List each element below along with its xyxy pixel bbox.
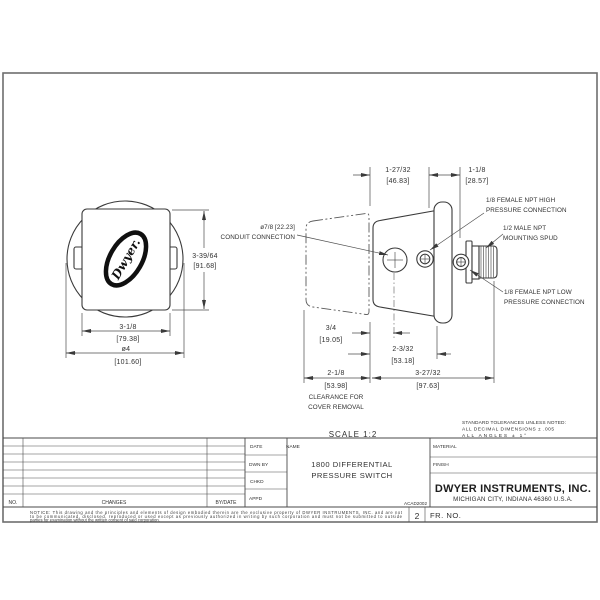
- dim-height-inches: 3-39/64: [192, 253, 218, 260]
- spud-threads: [479, 246, 497, 278]
- dim-overall-mm: [97.63]: [416, 383, 440, 390]
- material-label: MATERIAL: [433, 445, 457, 450]
- label-high-line2: PRESSURE CONNECTION: [486, 207, 567, 214]
- fr-no-label: FR. NO.: [430, 511, 462, 520]
- clearance-note-line2: COVER REMOVAL: [308, 404, 364, 411]
- company-address: MICHIGAN CITY, INDIANA 46360 U.S.A.: [453, 496, 573, 503]
- date-label: DATE: [250, 445, 263, 450]
- dim-top1-mm: [46.83]: [386, 178, 410, 185]
- dim-top1-inches: 1-27/32: [385, 167, 411, 174]
- dim-diameter-mm: [101.60]: [114, 359, 142, 366]
- side-view: [306, 202, 497, 340]
- tolerance-line1: STANDARD TOLERANCES UNLESS NOTED:: [462, 421, 566, 426]
- label-spud-line1: 1/2 MALE NPT: [503, 225, 547, 232]
- company-name: DWYER INSTRUMENTS, INC.: [434, 483, 592, 495]
- dim-overall-inches: 3-27/32: [415, 370, 441, 377]
- finish-label: FINISH: [433, 463, 449, 468]
- label-low-line2: PRESSURE CONNECTION: [504, 299, 585, 306]
- notice-line1: NOTICE: This drawing and the principles and elements of design embodied therein are the exclusive property of DWYER INSTRUMENTS, INC. and are not: [30, 509, 402, 515]
- dim-diameter-inches: ø4: [121, 346, 131, 353]
- label-high-line1: 1/8 FEMALE NPT HIGH: [486, 197, 556, 204]
- notice-line3: parties for examination without the written consent of said corporation.: [30, 517, 160, 523]
- dim-depth-mm: [19.05]: [319, 337, 343, 344]
- rev-no-label: NO.: [8, 500, 18, 506]
- cover-phantom-outline: [306, 213, 369, 314]
- tolerance-line3: ALL ANGLES ± 1°: [462, 434, 526, 439]
- title-block: [3, 438, 597, 523]
- dim-mid-inches: 2-3/32: [392, 346, 414, 353]
- tolerance-notes: [462, 420, 566, 439]
- dim-top2-inches: 1-1/8: [468, 167, 486, 174]
- dim-width-mm: [79.38]: [116, 336, 140, 343]
- chkd-label: CHKD: [250, 480, 264, 485]
- front-view: [67, 201, 183, 317]
- label-spud-line2: MOUNTING SPUD: [503, 235, 558, 242]
- dim-depth-inches: 3/4: [325, 325, 337, 332]
- tolerance-line2: ALL DECIMAL DIMENSIONS ± .005: [462, 427, 554, 433]
- label-low-line1: 1/8 FEMALE NPT LOW: [504, 289, 572, 296]
- dim-height-mm: [91.68]: [193, 263, 217, 270]
- label-conduit-line2: CONDUIT CONNECTION: [220, 234, 295, 241]
- clearance-note-line1: CLEARANCE FOR: [308, 394, 364, 401]
- notice-line2: to be communicated, disclosed, reproduced or used except as previously authorized in writing by such corporation and must not be submitted to outside: [30, 513, 402, 519]
- drawing-name-line2: PRESSURE SWITCH: [311, 471, 393, 480]
- appd-label: APPD: [249, 497, 263, 502]
- drawing-name-line1: 1800 DIFFERENTIAL: [311, 460, 393, 469]
- dim-width-inches: 3-1/8: [119, 324, 137, 331]
- label-conduit-line1: ø7/8 [22.23]: [260, 224, 295, 231]
- dim-clearance-mm: [53.98]: [324, 383, 348, 390]
- sheet-number: 2: [414, 511, 420, 521]
- rev-bydate-label: BY/DATE: [215, 500, 237, 506]
- rev-changes-label: CHANGES: [101, 500, 127, 506]
- dim-top2-mm: [28.57]: [465, 178, 489, 185]
- dim-mid-mm: [53.18]: [391, 358, 415, 365]
- cad-ref: ACAD2002: [404, 501, 427, 506]
- logo-text: Dwyer.: [108, 236, 144, 282]
- scale-note: SCALE 1:2: [328, 430, 378, 439]
- dim-clearance-inches: 2-1/8: [327, 370, 345, 377]
- dwn-by-label: DWN BY: [249, 463, 269, 468]
- mounting-flange: [434, 202, 452, 323]
- name-label: NAME: [286, 445, 300, 450]
